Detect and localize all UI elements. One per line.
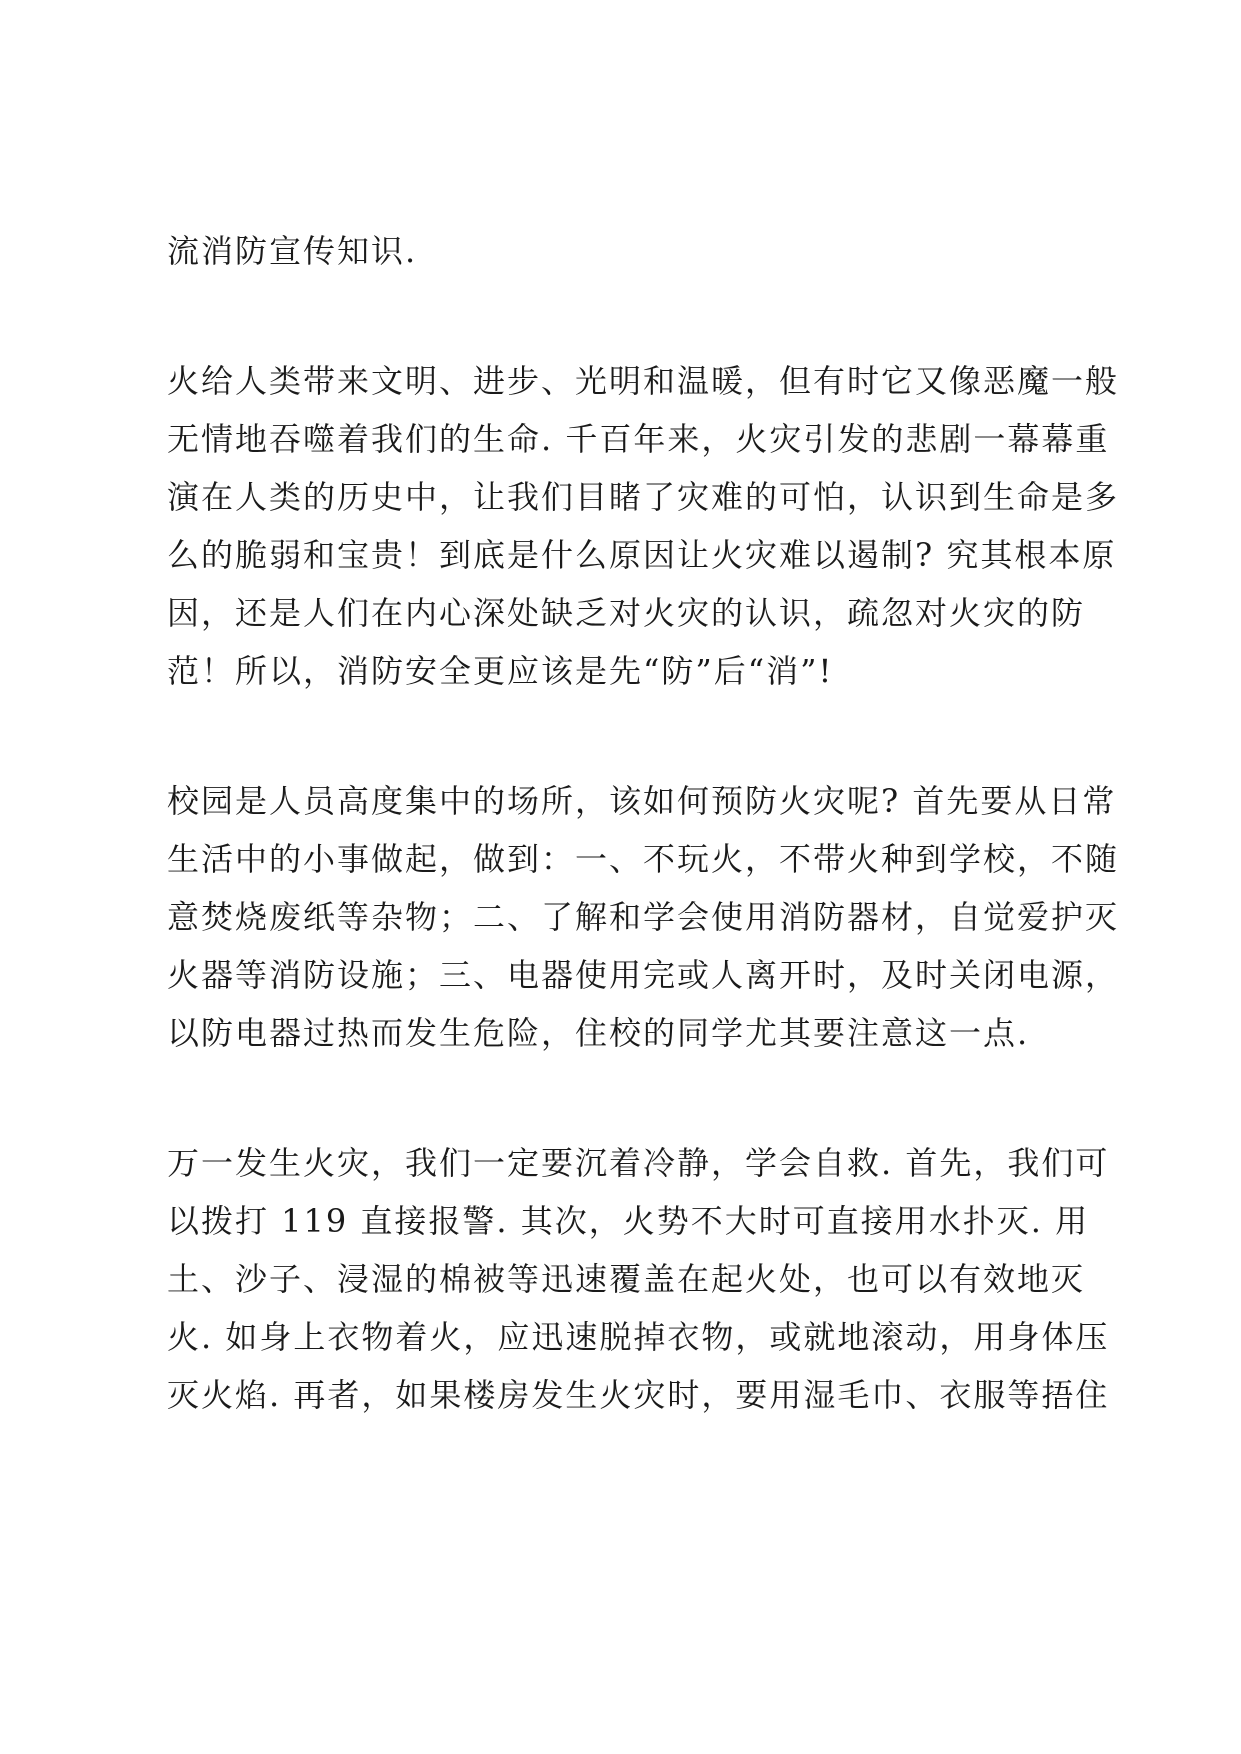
paragraph-gap [167, 280, 1097, 352]
paragraph-4 [167, 1134, 1110, 1424]
document-body [167, 222, 1120, 1424]
paragraph-3 [167, 772, 1120, 1062]
text-line: 以拨打 119 直接报警. 其次，火势不大时可直接用水扑灭. 用 [167, 1202, 1090, 1240]
text-line: 么的脆弱和宝贵！到底是什么原因让火灾难以遏制? 究其根本原 [167, 536, 1117, 574]
text-line: 生活中的小事做起，做到：一、不玩火，不带火种到学校，不随 [167, 840, 1120, 878]
text-line: 万一发生火灾，我们一定要沉着冷静，学会自救. 首先，我们可 [167, 1144, 1110, 1182]
text-line: 无情地吞噬着我们的生命. 千百年来，火灾引发的悲剧一幕幕重 [167, 420, 1110, 458]
paragraph-2 [167, 352, 1120, 700]
text-line: 火给人类带来文明、进步、光明和温暖，但有时它又像恶魔一般 [167, 362, 1120, 400]
text-line: 火. 如身上衣物着火，应迅速脱掉衣物，或就地滚动，用身体压 [167, 1318, 1110, 1356]
text-line: 灭火焰. 再者，如果楼房发生火灾时，要用湿毛巾、衣服等捂住 [167, 1376, 1110, 1414]
text-line: 校园是人员高度集中的场所，该如何预防火灾呢? 首先要从日常 [167, 782, 1117, 820]
text-line: 范！所以，消防安全更应该是先“防”后“消”! [167, 652, 834, 690]
text-line: 流消防宣传知识. [167, 232, 418, 270]
text-line: 火器等消防设施；三、电器使用完或人离开时，及时关闭电源， [167, 956, 1120, 994]
text-line: 演在人类的历史中，让我们目睹了灾难的可怕，认识到生命是多 [167, 478, 1120, 516]
paragraph-1 [167, 222, 1097, 280]
text-line: 因，还是人们在内心深处缺乏对火灾的认识，疏忽对火灾的防 [167, 594, 1086, 632]
text-line: 以防电器过热而发生危险，住校的同学尤其要注意这一点. [167, 1014, 1030, 1052]
text-line: 意焚烧废纸等杂物；二、了解和学会使用消防器材，自觉爱护灭 [167, 898, 1120, 936]
text-line: 土、沙子、浸湿的棉被等迅速覆盖在起火处，也可以有效地灭 [167, 1260, 1086, 1298]
paragraph-gap [167, 700, 1097, 772]
paragraph-gap [167, 1062, 1097, 1134]
